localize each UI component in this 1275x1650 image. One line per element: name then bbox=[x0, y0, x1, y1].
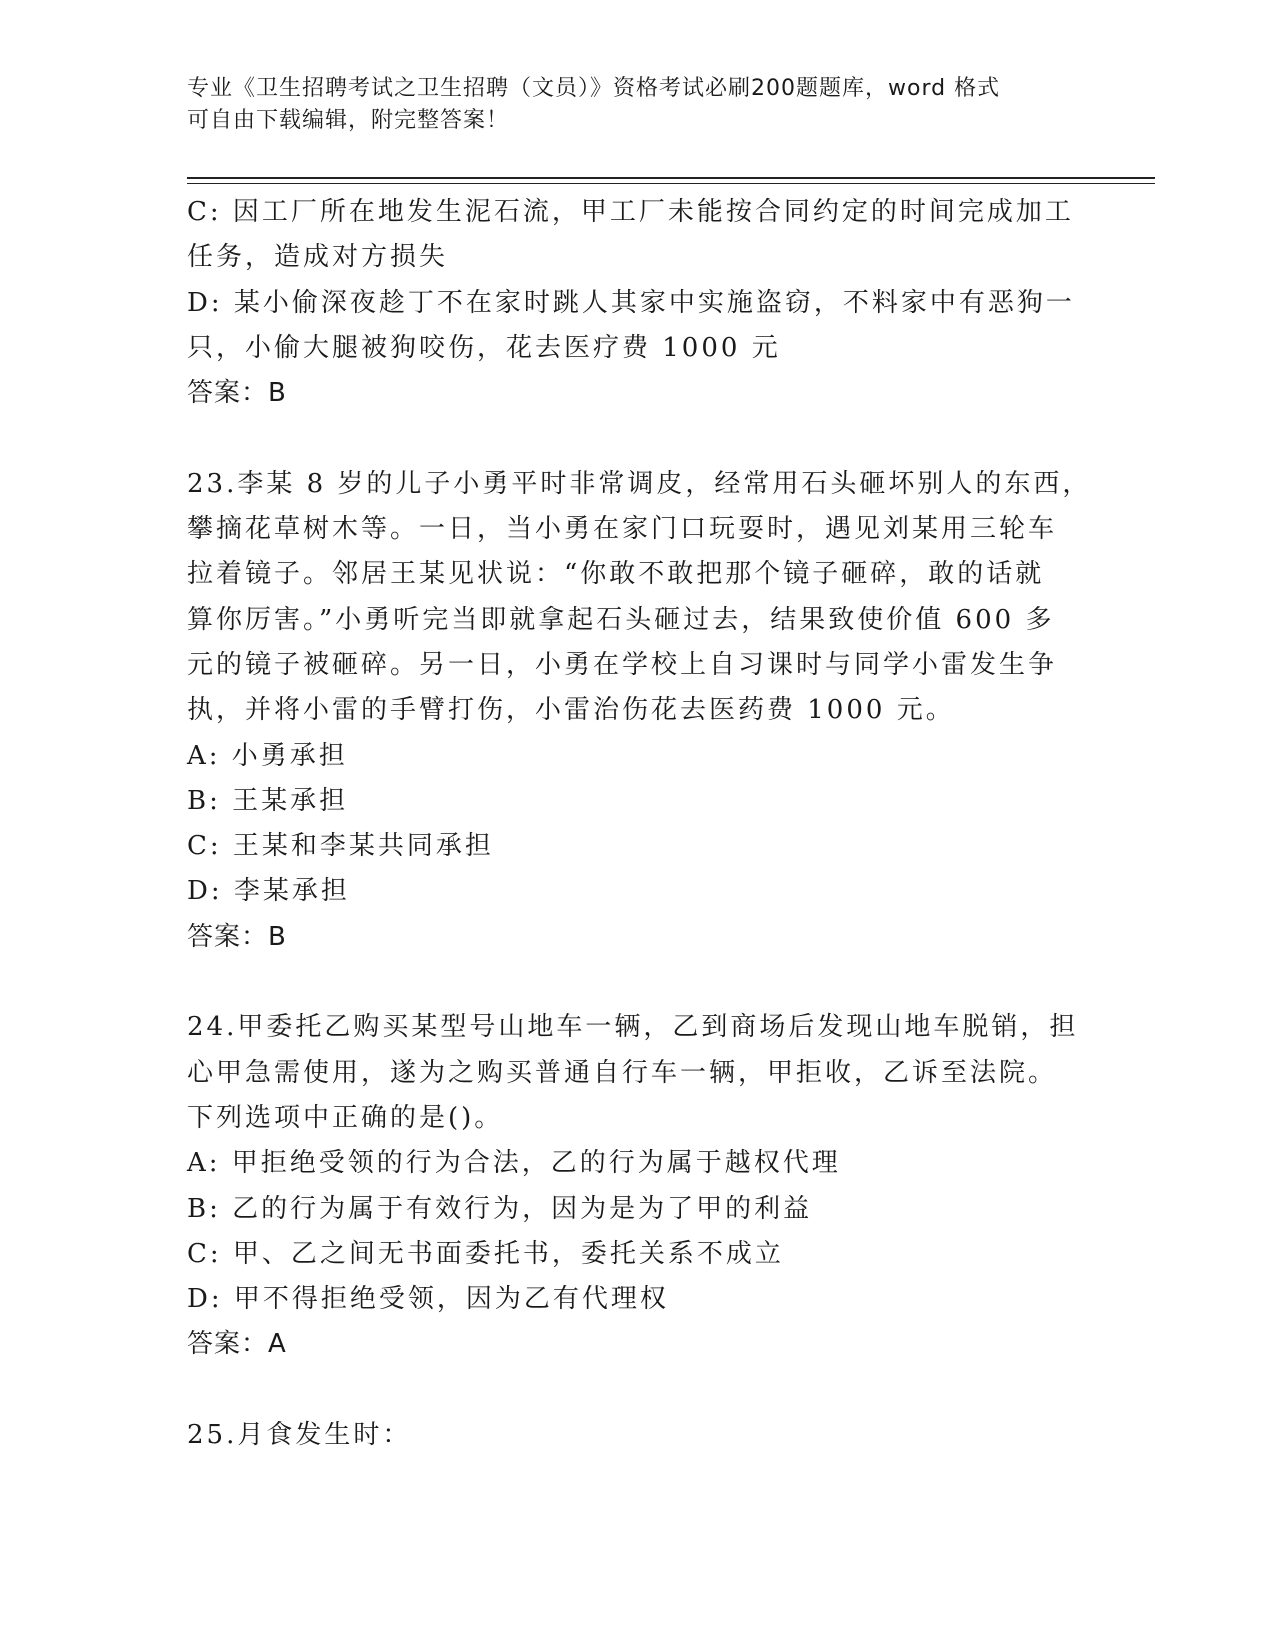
question-stem-line: 元的镜子被砸碎。另一日，小勇在学校上自习课时与同学小雷发生争 bbox=[187, 649, 1058, 680]
option-a: A: 小勇承担 bbox=[187, 740, 348, 771]
spacer bbox=[187, 1368, 1087, 1413]
question-stem-line: 23.李某 8 岁的儿子小勇平时非常调皮，经常用石头砸坏别人的东西， bbox=[187, 468, 1092, 499]
header-divider-thick bbox=[187, 177, 1155, 179]
option-a: A: 甲拒绝受领的行为合法，乙的行为属于越权代理 bbox=[187, 1148, 841, 1179]
option-c-line-1: C: 因工厂所在地发生泥石流，甲工厂未能按合同约定的时间完成加工 bbox=[187, 197, 1074, 227]
question-stem-line: 算你厉害。”小勇听完当即就拿起石头砸过去，结果致使价值 600 多 bbox=[187, 604, 1055, 635]
spacer bbox=[187, 960, 1087, 1005]
option-d: D: 李某承担 bbox=[187, 876, 350, 907]
document-header bbox=[187, 73, 1087, 137]
question-stem-line: 25.月食发生时： bbox=[187, 1420, 412, 1451]
question-stem-line: 拉着镜子。邻居王某见状说：“你敢不敢把那个镜子砸碎，敢的话就 bbox=[187, 559, 1045, 590]
header-title-line-2: 可自由下载编辑，附完整答案！ bbox=[187, 108, 510, 133]
question-stem-line: 下列选项中正确的是()。 bbox=[187, 1102, 504, 1133]
option-c-line-2: 任务，造成对方损失 bbox=[187, 242, 449, 273]
option-d: D: 甲不得拒绝受领，因为乙有代理权 bbox=[187, 1284, 669, 1315]
option-b: B: 王某承担 bbox=[187, 785, 349, 816]
option-b: B: 乙的行为属于有效行为，因为是为了甲的利益 bbox=[187, 1193, 813, 1224]
question-stem-line: 心甲急需使用，遂为之购买普通自行车一辆，甲拒收，乙诉至法院。 bbox=[187, 1057, 1058, 1088]
header-title-line-1: 专业《卫生招聘考试之卫生招聘（文员）》资格考试必刷200题题库，word 格式 bbox=[187, 76, 1001, 101]
question-22-continued bbox=[187, 190, 1087, 416]
question-24 bbox=[187, 1005, 1087, 1367]
answer-line: 答案：B bbox=[187, 378, 287, 409]
option-d-line-2: 只，小偷大腿被狗咬伤，花去医疗费 1000 元 bbox=[187, 332, 781, 363]
question-stem-line: 攀摘花草树木等。一日，当小勇在家门口玩耍时，遇见刘某用三轮车 bbox=[187, 514, 1058, 545]
option-c: C: 甲、乙之间无书面委托书，委托关系不成立 bbox=[187, 1238, 784, 1269]
question-25 bbox=[187, 1413, 1087, 1458]
option-d-line-1: D: 某小偷深夜趁丁不在家时跳人其家中实施盗窃，不料家中有恶狗一 bbox=[187, 287, 1075, 318]
answer-line: 答案：A bbox=[187, 1329, 287, 1360]
option-c: C: 王某和李某共同承担 bbox=[187, 831, 494, 862]
spacer bbox=[187, 416, 1087, 461]
header-divider-thin bbox=[187, 183, 1155, 184]
document-body bbox=[187, 190, 1092, 1458]
question-stem-line: 24.甲委托乙购买某型号山地车一辆，乙到商场后发现山地车脱销，担 bbox=[187, 1012, 1079, 1043]
question-stem-line: 执，并将小雷的手臂打伤，小雷治伤花去医药费 1000 元。 bbox=[187, 695, 955, 726]
question-23 bbox=[187, 462, 1092, 960]
answer-line: 答案：B bbox=[187, 921, 287, 952]
